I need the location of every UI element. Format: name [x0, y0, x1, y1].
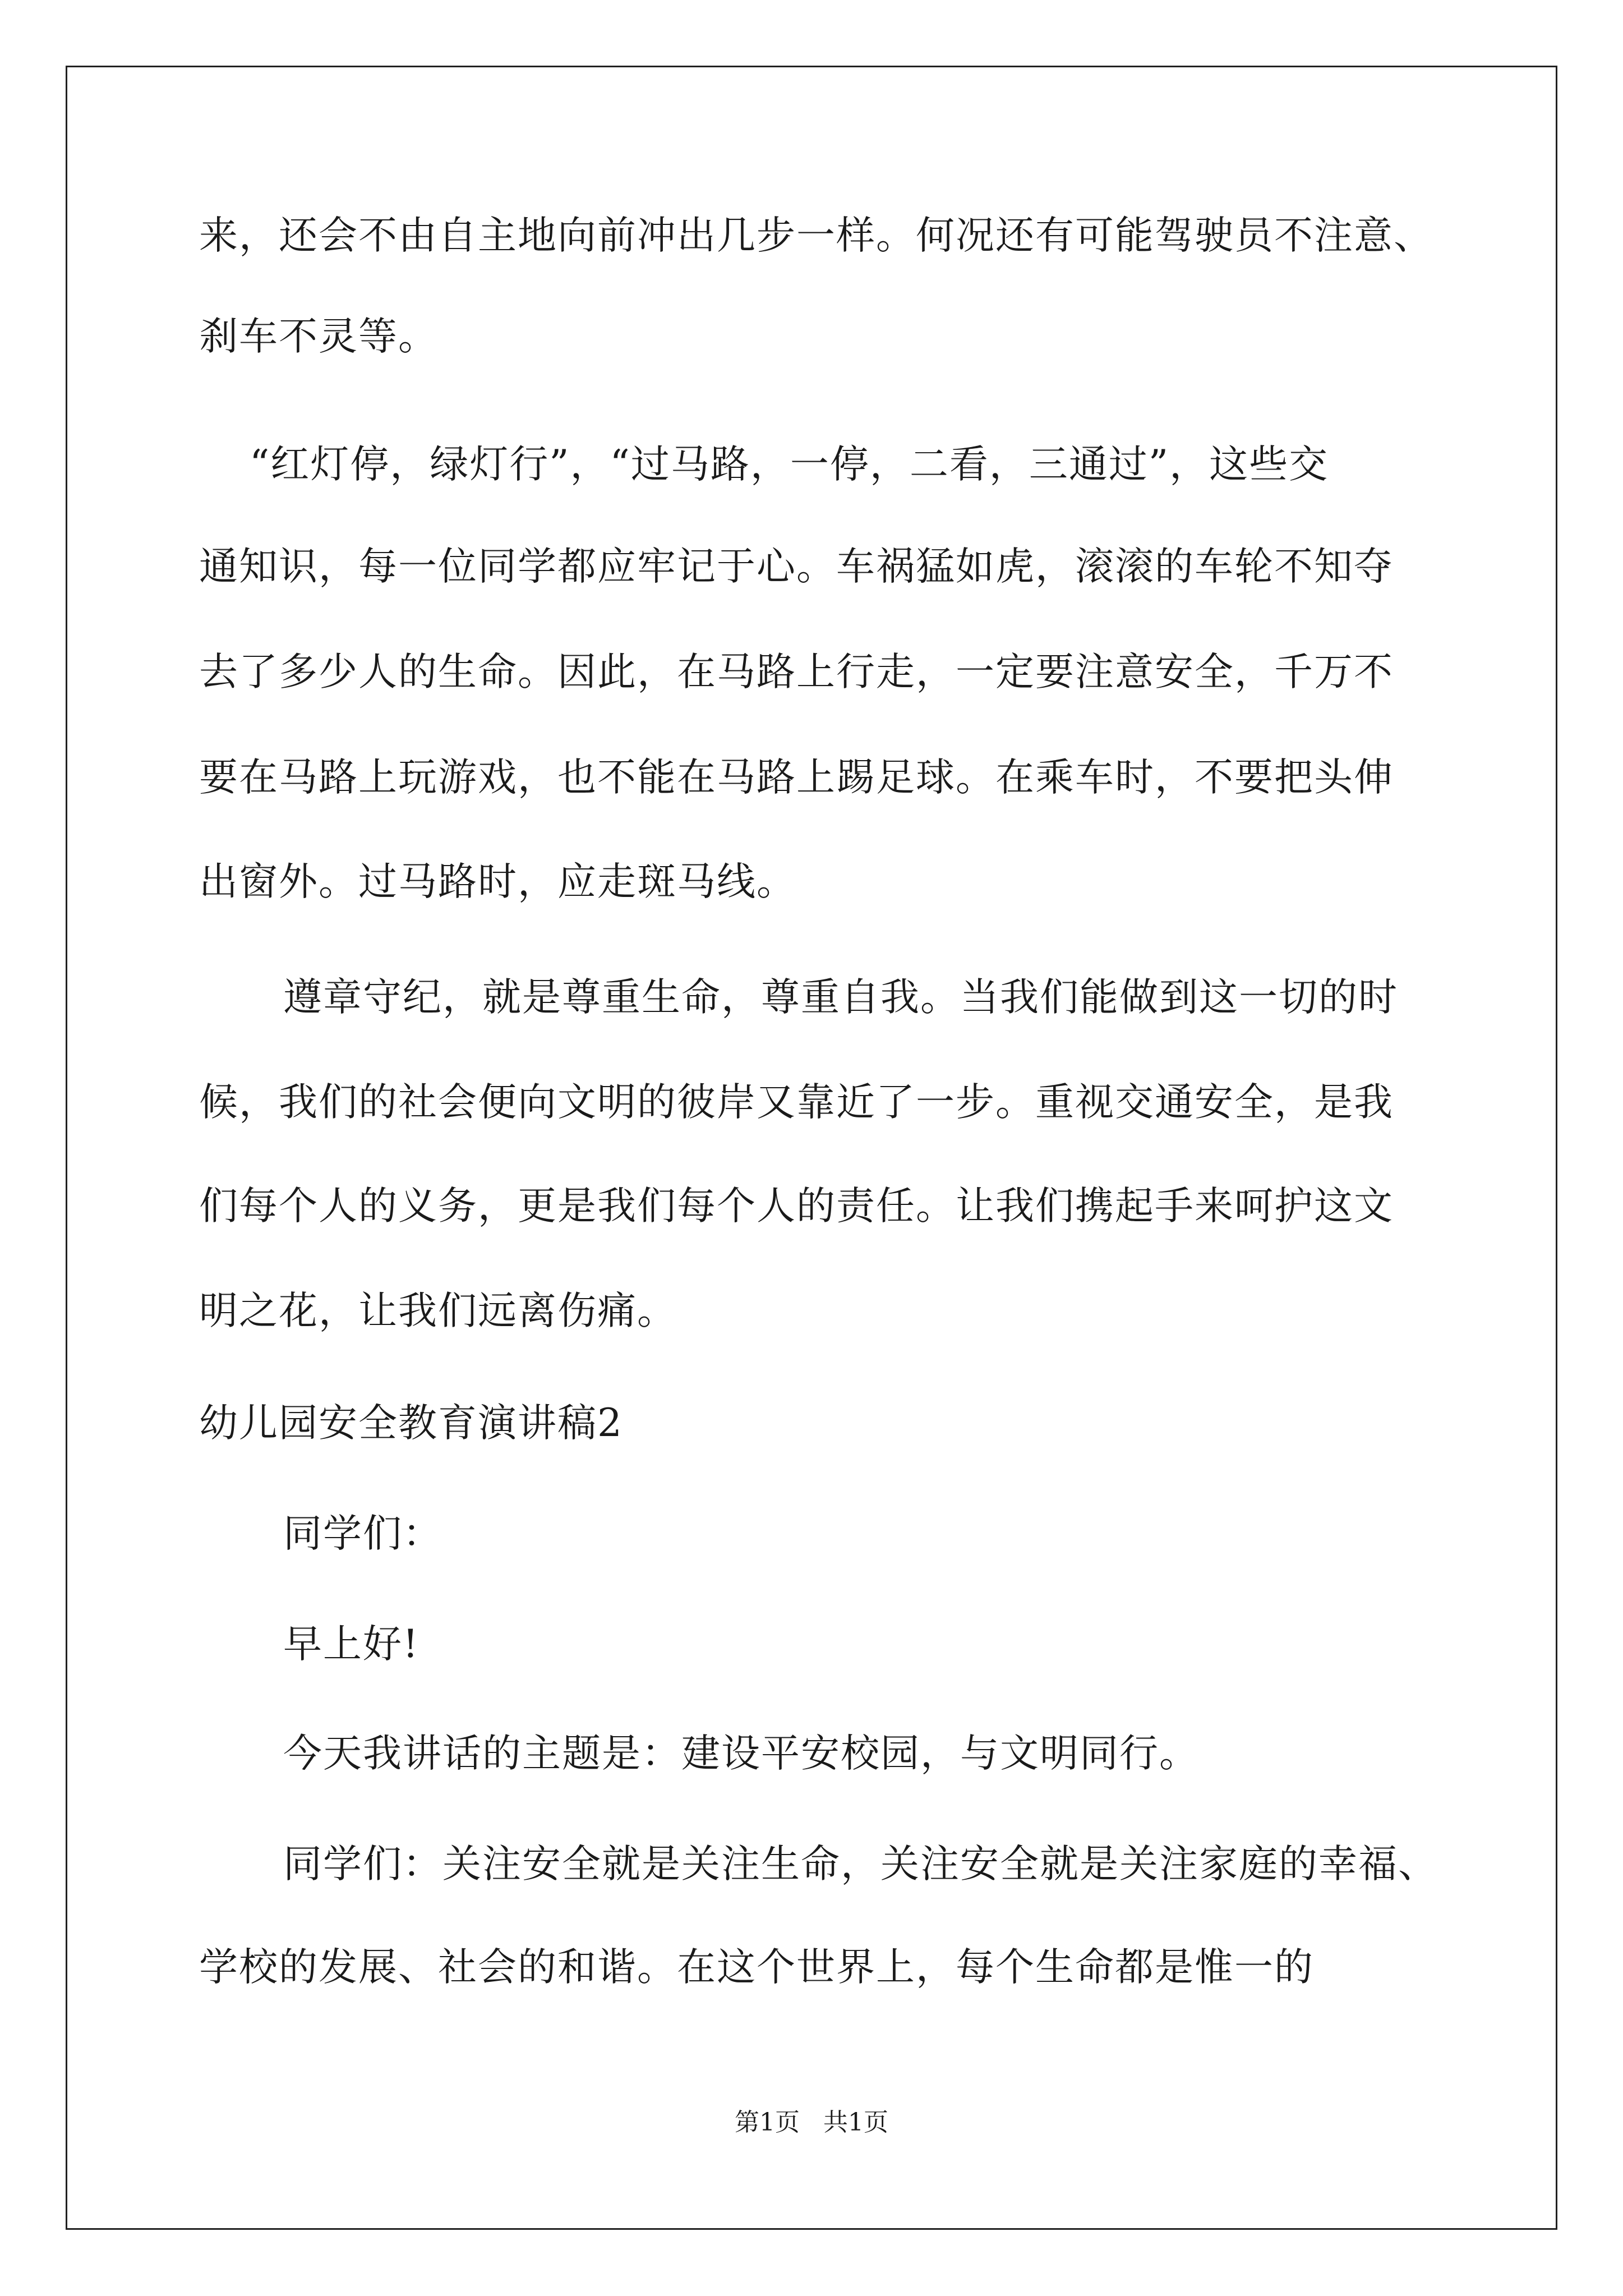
paragraph-line: 们每个人的义务，更是我们每个人的责任。让我们携起手来呵护这文 — [199, 1184, 1394, 1228]
paragraph-line: 要在马路上玩游戏，也不能在马路上踢足球。在乘车时，不要把头伸 — [199, 755, 1394, 800]
page-footer: 第1页 共1页 — [735, 2108, 888, 2137]
paragraph-line: 来，还会不由自主地向前冲出几步一样。何况还有可能驾驶员不注意、 — [199, 213, 1433, 258]
topic-line: 今天我讲话的主题是：建设平安校园，与文明同行。 — [283, 1731, 1199, 1776]
section-title: 幼儿园安全教育演讲稿2 — [199, 1401, 623, 1446]
paragraph-line: 去了多少人的生命。因此，在马路上行走，一定要注意安全，千万不 — [199, 650, 1394, 694]
paragraph-line: 出窗外。过马路时，应走斑马线。 — [199, 859, 796, 904]
paragraph-line: 同学们：关注安全就是关注生命，关注安全就是关注家庭的幸福、 — [283, 1842, 1438, 1887]
paragraph-line: 明之花，让我们远离伤痛。 — [199, 1289, 677, 1333]
page-border — [66, 66, 1557, 2230]
paragraph-line: 遵章守纪，就是尊重生命，尊重自我。当我们能做到这一切的时 — [283, 975, 1398, 1020]
paragraph-line: 通知识，每一位同学都应牢记于心。车祸猛如虎，滚滚的车轮不知夺 — [199, 544, 1394, 589]
paragraph-line: “红灯停，绿灯行”，“过马路，一停，二看，三通过”，这些交 — [250, 442, 1329, 487]
greeting-line: 同学们： — [283, 1511, 442, 1556]
paragraph-line: 候，我们的社会便向文明的彼岸又靠近了一步。重视交通安全，是我 — [199, 1080, 1394, 1125]
paragraph-line: 学校的发展、社会的和谐。在这个世界上，每个生命都是惟一的 — [199, 1945, 1314, 1990]
paragraph-line: 刹车不灵等。 — [199, 314, 438, 359]
morning-greeting: 早上好! — [283, 1622, 419, 1667]
